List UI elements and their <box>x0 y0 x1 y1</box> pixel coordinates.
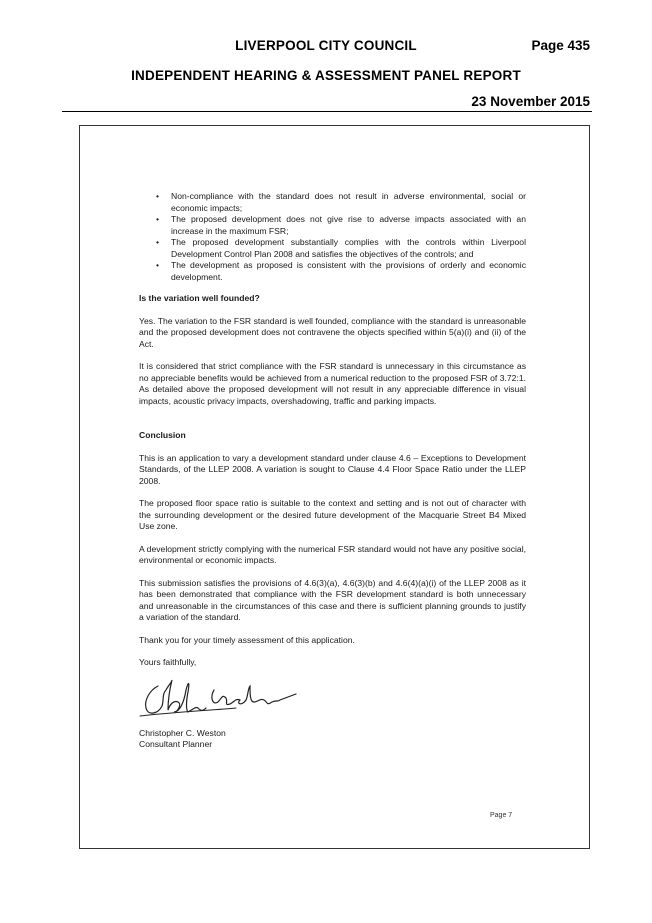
spacer <box>139 418 526 430</box>
paragraph: This is an application to vary a development standard under clause 4.6 – Exceptions to Development Standards, of the LLEP 2008. A variation is sought to Clause 4.4 Floor Space Ratio under the LLEP 2008. <box>139 452 526 486</box>
header-rule <box>62 111 592 112</box>
report-title: INDEPENDENT HEARING & ASSESSMENT PANEL REPORT <box>131 68 521 83</box>
list-item: • The development as proposed is consistent with the provisions of orderly and economic development. <box>156 260 526 282</box>
paragraph: Thank you for your timely assessment of this application. <box>139 634 355 645</box>
variation-heading: Is the variation well founded? <box>139 293 260 303</box>
list-item: • Non-compliance with the standard does not result in adverse environmental, social or economic impacts; <box>156 191 526 213</box>
paragraph: This submission satisfies the provisions of 4.6(3)(a), 4.6(3)(b) and 4.6(4)(a)(i) of the LLEP 2008 as it has been demonstrated that compliance with the FSR development standard is both unnecessary and unreasonable in the circumstances of this case and there is sufficient planning grounds to justify a variation of the standard. <box>139 577 526 622</box>
paragraph: The proposed floor space ratio is suitable to the context and setting and is not out of character with the surrounding development or the desired future development of the Macquarie Street B4 Mixed Use zone. <box>139 498 526 531</box>
list-item: • The proposed development does not give rise to adverse impacts associated with an increase in the maximum FSR; <box>156 214 526 236</box>
bullet-list <box>139 191 526 283</box>
page-number: Page 435 <box>531 38 590 53</box>
report-date: 23 November 2015 <box>471 94 590 109</box>
paragraph: A development strictly complying with the numerical FSR standard would not have any positive social, environmental or economic impacts. <box>139 543 526 565</box>
inner-page-number: Page 7 <box>490 812 513 819</box>
signatory-name: Christopher C. Weston <box>139 728 226 738</box>
closing: Yours faithfully, <box>139 657 197 667</box>
page-header-council: LIVERPOOL CITY COUNCIL <box>235 38 417 53</box>
conclusion-heading: Conclusion <box>139 430 186 440</box>
list-item: • The proposed development substantially complies with the controls within Liverpool Development Control Plan 2008 and satisfies the objectives of the controls; and <box>156 237 526 259</box>
bullet-icon: • <box>156 214 160 224</box>
paragraph: It is considered that strict compliance with the FSR standard is unnecessary in this circumstance as no appreciable benefits would be achieved from a numerical reduction to the proposed FSR of 3.72:1. As detailed above the proposed development will not result in any appreciable difference in visual impacts, acoustic privacy impacts, overshadowing, traffic and parking impacts. <box>139 361 526 406</box>
paragraph: Yes. The variation to the FSR standard is well founded, compliance with the standard is unreasonable and the proposed development does not contravene the objects specified within 5(a)(i) and (ii) of the Act. <box>139 315 526 349</box>
letter-body <box>139 191 526 680</box>
signatory-role: Consultant Planner <box>139 739 213 749</box>
bullet-icon: • <box>156 237 160 247</box>
bullet-icon: • <box>156 260 160 270</box>
bullet-icon: • <box>156 191 160 201</box>
signature-image <box>136 672 306 722</box>
